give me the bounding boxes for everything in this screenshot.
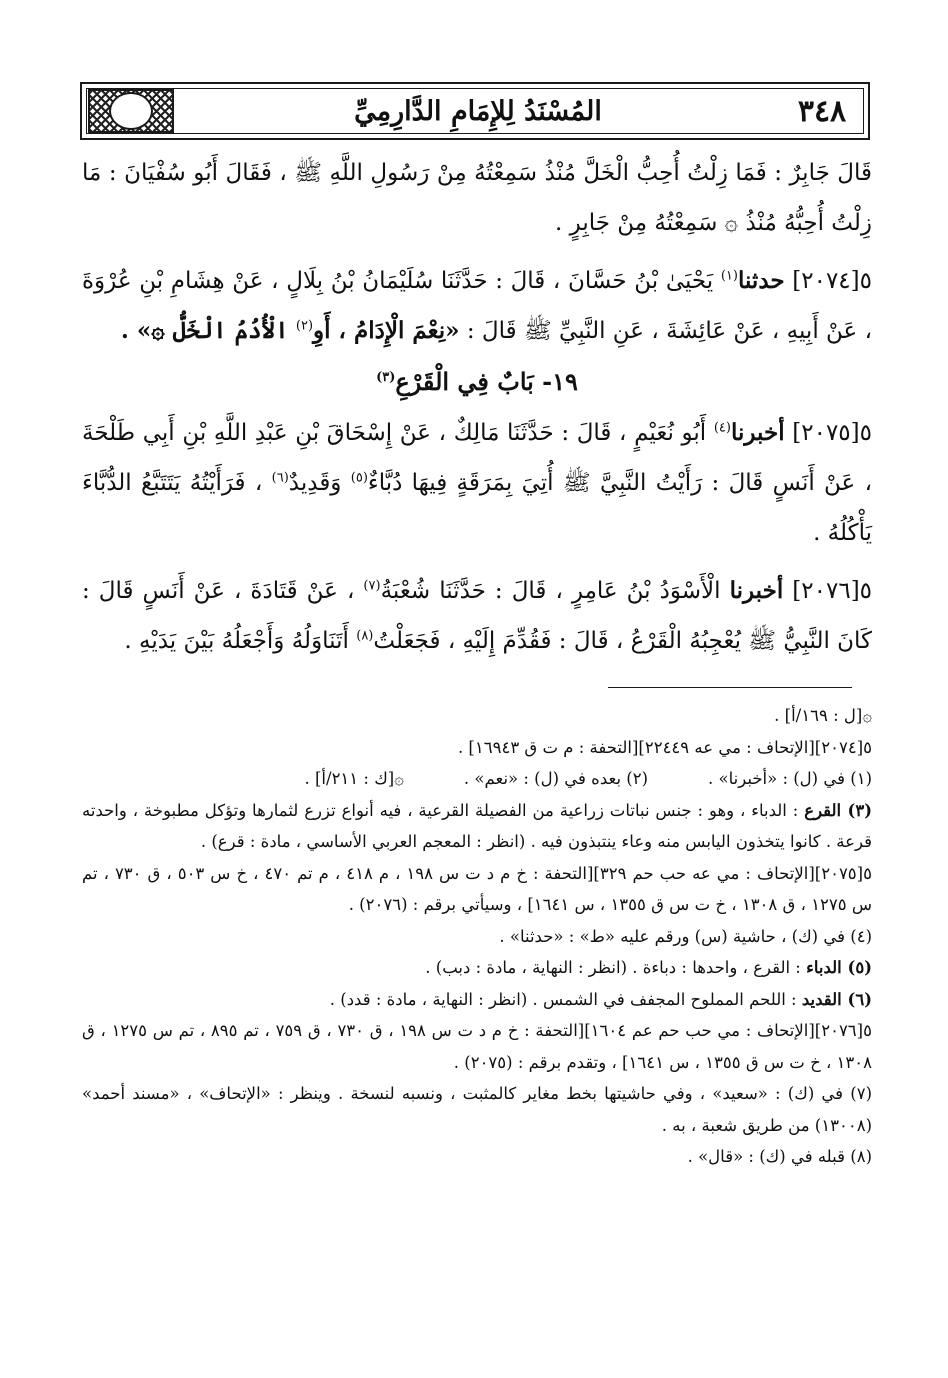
footnote-star-2: ۞[ك : ٢١١/أ] . — [304, 769, 404, 788]
footnote-1: (١) في (ل) : «أخبرنا» . — [708, 769, 872, 788]
footnote-term: (٣) القرع — [804, 800, 872, 820]
hadith-number: ٥[٢٠٧٦] — [792, 578, 873, 604]
footnote-term: (٥) الدباء — [806, 958, 872, 977]
footnote-marker: (٧) — [363, 578, 381, 594]
medallion-icon — [109, 92, 153, 130]
page-number: ٣٤٨ — [782, 94, 862, 129]
hadith-text: الْأَسْوَدُ بْنُ عَامِرٍ ، قَالَ : حَدَّثَنَا شُعْبَةُ — [380, 578, 721, 604]
footnote-2076-sources: ٥[٢٠٧٦][الإتحاف : مي حب حم عم ١٦٠٤][التحفة : خ م د ت س ١٩٨ ، ق ٧٣٠ ، ق ٧٥٩ ، تم ٨٩٥ ، تم س ١٢٧٥ ، ق ١٣٠٨ ، خ ت س ق ١٣٥٥ ، س ١٦٤١] ، وتقدم برقم : (٢٠٧٥) . — [82, 1021, 872, 1072]
footnote-marker: (٥) — [350, 470, 368, 486]
footnotes — [82, 700, 872, 1173]
intro-line-1: قَالَ جَابِرٌ : فَمَا زِلْتُ أُحِبُّ الْخَلَّ مُنْذُ سَمِعْتُهُ مِنْ رَسُولِ اللَّهِ ﷺ ، فَقَالَ أَبُو سُفْيَانَ : — [108, 160, 872, 186]
footnote-6 — [82, 984, 872, 1016]
footnote-7: (٧) في (ك) : «سعيد» ، وفي حاشيتها بخط مغاير كالمثبت ، ونسبه لنسخة . وينظر : «الإتحاف» ، «مسند أحمد» (١٣٠٠٨) من طريق شعبة ، به . — [82, 1084, 872, 1135]
footnote-8: (٨) قبله في (ك) : «قال» . — [687, 1147, 872, 1166]
hadith-lead-word: حدثنا — [737, 267, 785, 294]
hadith-text: ، عَنْ قَتَادَةَ ، عَنْ أَنَسٍ قَالَ : كَانَ النَّبِيُّ ﷺ يُعْجِبُهُ الْقَرْعُ ، قَالَ : فَقُدِّمَ إِلَيْهِ ، فَجَعَلْتُ — [82, 578, 872, 654]
footnote-3 — [82, 795, 872, 858]
hadith-text: يَحْيَىٰ بْنُ حَسَّانَ ، قَالَ : حَدَّثَنَا سُلَيْمَانُ بْنُ بِلَالٍ ، عَنْ هِشَامِ بْنِ عُرْوَةَ ، عَنْ أَبِيهِ ، عَنْ عَائِشَةَ ، عَنِ النَّبِيِّ ﷺ قَالَ : — [82, 268, 872, 344]
footnote-marker: (٣) — [376, 370, 396, 385]
hadith-text: أَتَنَاوَلُهُ وَأَجْعَلُهُ بَيْنَ يَدَيْهِ . — [124, 628, 349, 654]
hadith-2074 — [82, 256, 872, 356]
running-title: المُسْنَدُ لِلإِمَامِ الدَّارِمِيِّ — [330, 96, 626, 127]
hadith-text: ، فَرَأَيْتُهُ يَتَتَبَّعُ الدُّبَّاءَ يَأْكُلُهُ . — [82, 470, 872, 546]
footnote-text: : القرع ، واحدها : دباءة . (انظر : النهاية ، مادة : دبب) . — [425, 958, 801, 977]
hadith-quote-end: الْأُدُمُ الْخَلُّ ۞» . — [120, 317, 289, 344]
footnote-2075-sources: ٥[٢٠٧٥][الإتحاف : مي عه حب حم ٣٢٩][التحفة : خ م د ت س ١٩٨ ، م ٤١٨ ، م تم ٤٧٠ ، خ س ٥٠٣ ، ق ٧٣٠ ، تم س ١٢٧٥ ، ق ١٣٠٨ ، خ ت س ق ١٣٥٥ ، س ١٦٤١] ، وسيأتي برقم : (٢٠٧٦) . — [82, 863, 872, 914]
footnote-marker: (٤) — [713, 420, 731, 436]
hadith-quote: «نِعْمَ الْإِدَامُ ، أَوِ — [313, 317, 460, 344]
footnote-marker: (٦) — [271, 470, 289, 486]
footnote-divider — [608, 687, 852, 688]
left-ornament-icon — [88, 89, 174, 133]
footnote-star-1: ۞[ل : ١٦٩/أ] . — [774, 706, 872, 725]
hadith-text: أَبُو نُعَيْمٍ ، قَالَ : حَدَّثَنَا مَالِكٌ ، عَنْ إِسْحَاقَ بْنِ عَبْدِ اللَّهِ بْنِ أَبِي طَلْحَةَ ، عَنْ أَنَسٍ قَالَ : رَأَيْتُ النَّبِيَّ ﷺ أُتِيَ بِمَرَقَةٍ فِيهَا دُبَّاءٌ — [82, 420, 873, 496]
main-text — [82, 148, 872, 666]
footnote-marker: (١) — [720, 268, 738, 284]
footnote-2074-sources: ٥[٢٠٧٤][الإتحاف : مي عه ٢٢٤٤٩][التحفة : م ت ق ١٦٩٤٣] . — [457, 737, 872, 757]
footnote-text: : اللحم المملوح المجفف في الشمس . (انظر : النهاية ، مادة : قدد) . — [329, 989, 797, 1009]
intro-paragraph — [82, 148, 872, 248]
chapter-title: ١٩- بَابٌ فِي الْقَرْعِ — [395, 367, 578, 396]
footnote-marker: (٢) — [295, 318, 314, 334]
footnote-2: (٢) بعده في (ل) : «نعم» . — [463, 769, 649, 788]
footnote-term: (٦) القديد — [801, 989, 872, 1009]
hadith-lead-word: أخبرنا — [729, 577, 784, 604]
footnote-marker: (٨) — [356, 628, 374, 644]
hadith-2075 — [82, 408, 872, 558]
hadith-text: وَقَدِيدٌ — [288, 470, 342, 496]
footnote-row — [82, 763, 872, 795]
footnote-text: : الدباء ، وهو : جنس نباتات زراعية من الفصيلة القرعية ، فيه أنواع تزرع لثمارها وتؤكل مطبوخة ، واحدته قرعة . كانوا يتخذون اليابس منه وعاء ينتبذون فيه . (انظر : المعجم العربي الأساسي ، مادة : قرع) . — [82, 800, 872, 851]
hadith-lead-word: أخبرنا — [730, 419, 785, 446]
intro-line-2: مَا زِلْتُ أُحِبُّهُ مُنْذُ ۞ سَمِعْتُهُ مِنْ جَابِرٍ . — [82, 160, 872, 236]
footnote-5 — [82, 952, 872, 984]
footnote-4: (٤) في (ك) ، حاشية (س) ورقم عليه «ط» : «حدثنا» . — [499, 926, 872, 946]
chapter-heading — [82, 356, 872, 408]
hadith-2076 — [82, 566, 872, 666]
page-header — [80, 82, 870, 140]
header-center — [174, 96, 782, 127]
hadith-number: ٥[٢٠٧٥] — [792, 420, 872, 446]
hadith-number: ٥[٢٠٧٤] — [792, 268, 872, 294]
